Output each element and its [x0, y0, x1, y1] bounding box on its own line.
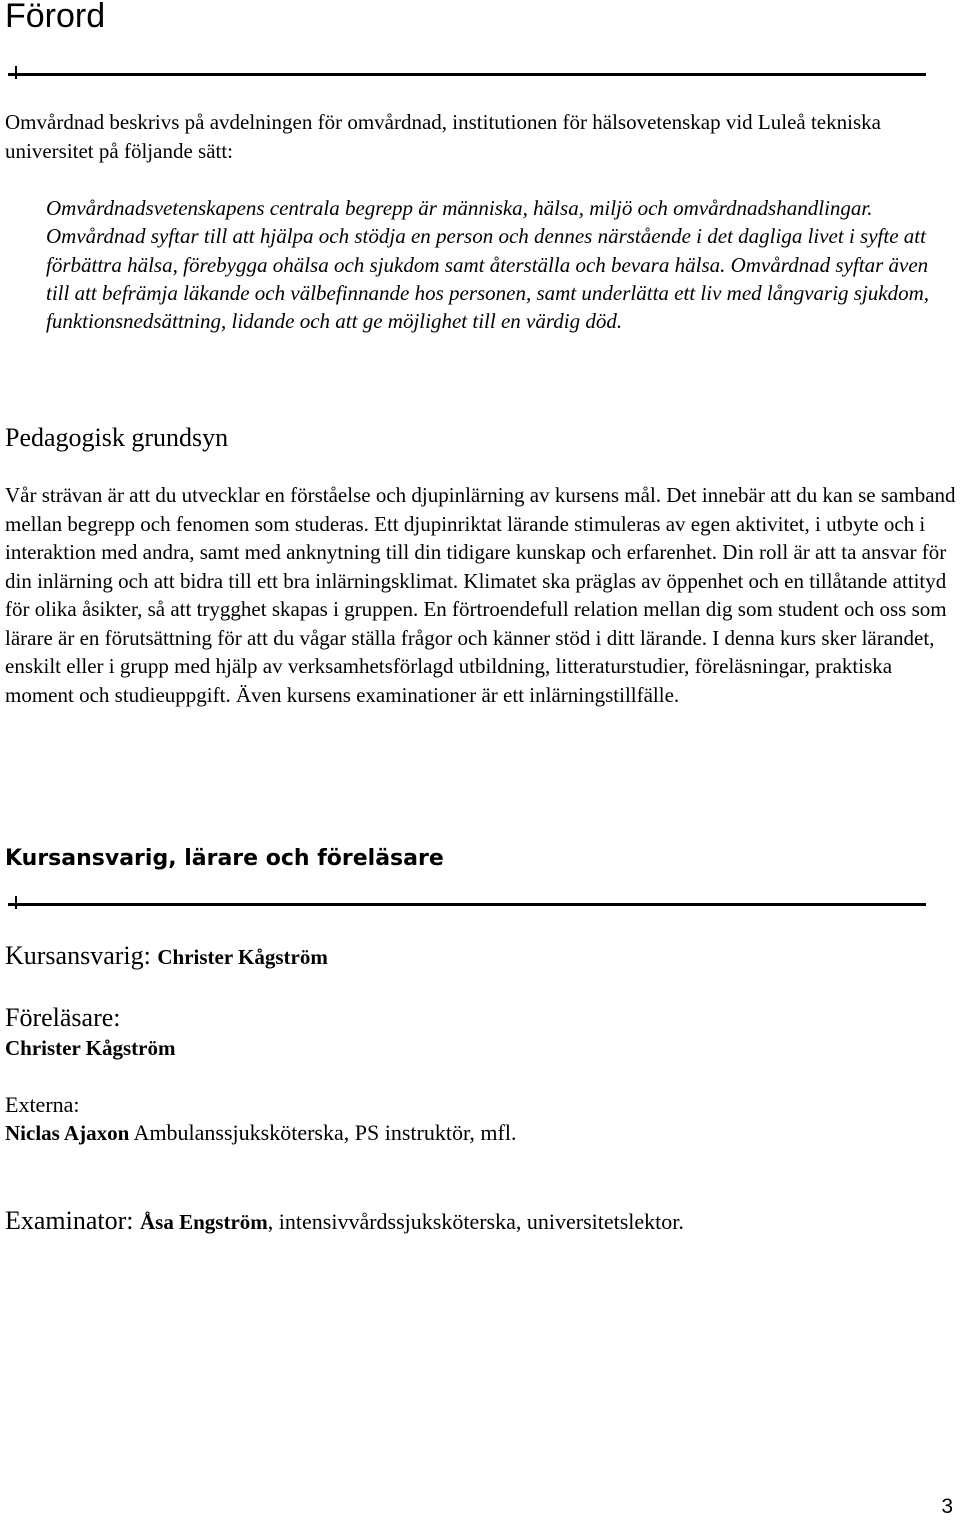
pedagogy-paragraph: Vår strävan är att du utvecklar en förståelse och djupinlärning av kursens mål. Det innebär att du kan se samband mellan begrepp och fenomen som studeras. Ett djupinriktat lärande stimuleras av egen aktivitet, i utbyte och i interaktion med andra, samt med anknytning till din tidigare kunskap och erfarenhet. Din roll är att ta ansvar för din inlärning och att bidra till ett bra inlärningsklimat. Klimatet ska präglas av öppenhet och en tillåtande attityd för olika åsikter, så att trygghet skapas i gruppen. En förtroendefull relation mellan dig som student och oss som lärare är en förutsättning för att du vågar ställa frågor och känner stöd i ditt lärande. I denna kurs sker lärandet, enskilt eller i grupp med hjälp av verksamhetsförlagd utbildning, litteraturstudier, föreläsningar, praktiska moment och studieuppgift. Även kursens examinationer är ett inlärningstillfälle.	[5, 483, 956, 707]
intro-paragraph: Omvårdnad beskrivs på avdelningen för omvårdnad, institutionen för hälsovetenskap vid Luleå tekniska universitet på följande sätt:	[5, 110, 881, 163]
lecturer-name-line	[5, 1033, 176, 1063]
external-label: Externa:	[5, 1092, 80, 1117]
course-leader-name: Christer Kågström	[157, 945, 328, 969]
external-line	[5, 1118, 516, 1148]
lecturer-name: Christer Kågström	[5, 1036, 176, 1060]
section-rule	[8, 903, 926, 906]
nursing-definition-quote: Omvårdnadsvetenskapens centrala begrepp är människa, hälsa, miljö och omvårdnadshandlingar. Omvårdnad syftar till att hjälpa och stödja en person och dennes närstående i det dagliga livet i syfte att förbättra hälsa, förebygga ohälsa och sjukdom samt återställa och bevara hälsa. Omvårdnad syftar även till att befrämja läkande och välbefinnande hos personen, samt underlätta ett liv med långvarig sjukdom, funktionsnedsättning, lidande och att ge möjlighet till en värdig död.	[46, 196, 930, 334]
section-rule	[8, 73, 926, 76]
course-leader-label: Kursansvarig:	[5, 941, 158, 970]
page-number: 3	[941, 1495, 953, 1518]
external-name: Niclas Ajaxon	[5, 1121, 130, 1145]
lecturer-label: Föreläsare:	[5, 1003, 121, 1032]
examiner-line	[5, 1204, 684, 1239]
examiner-name: Åsa Engström	[140, 1210, 268, 1234]
staff-heading: Kursansvarig, lärare och föreläsare	[5, 846, 444, 871]
course-leader-line	[5, 939, 328, 974]
page-title: Förord	[5, 0, 106, 35]
examiner-label: Examinator:	[5, 1206, 141, 1235]
examiner-description: , intensivvårdssjuksköterska, universitetslektor.	[267, 1209, 684, 1234]
external-description: Ambulanssjuksköterska, PS instruktör, mfl.	[129, 1120, 517, 1145]
pedagogy-heading: Pedagogisk grundsyn	[5, 423, 229, 452]
